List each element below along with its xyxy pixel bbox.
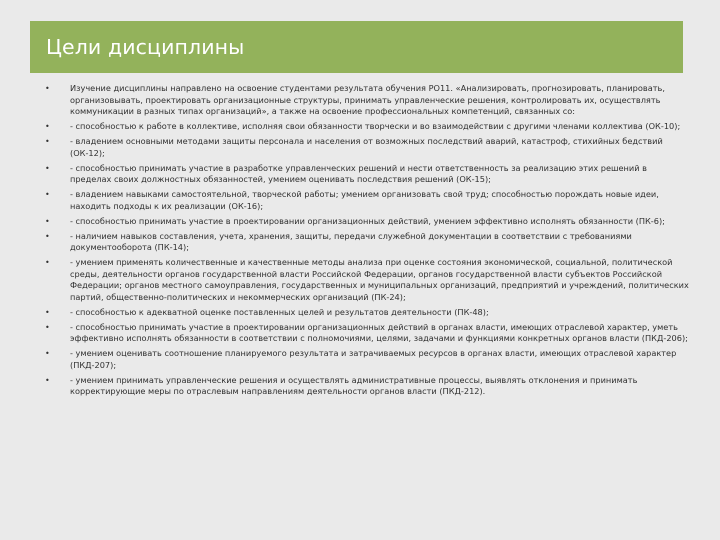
slide-title: Цели дисциплины bbox=[46, 35, 245, 59]
list-item-text: - способностью к адекватной оценке поставленных целей и результатов деятельности (ПК-48); bbox=[70, 306, 489, 317]
list-item-text: - способностью к работе в коллективе, исполняя свои обязанности творчески и во взаимодействии с другими членами коллектива (ОК-10); bbox=[70, 121, 681, 131]
list-item bbox=[45, 189, 690, 212]
bullet-icon: • bbox=[45, 258, 50, 267]
list-item-text: - умением принимать управленческие решения и осуществлять административные процессы, выявлять отклонения и принимать корректирующие меры по отраслевым направлениям деятельности органов власти (ПКД-212). bbox=[70, 374, 638, 396]
list-item bbox=[45, 136, 690, 159]
bullet-icon: • bbox=[45, 307, 50, 317]
list-item-text: - владением навыками самостоятельной, творческой работы; умением организовать свой труд; способностью порождать новые идеи, находить подходы к их реализации (ОК-16); bbox=[70, 189, 659, 211]
list-item bbox=[45, 307, 690, 319]
bullet-icon: • bbox=[45, 231, 50, 241]
list-item-text: - способностью принимать участие в проектировании организационных действий, умением эффективно исполнять обязанности (ПК-6); bbox=[70, 215, 665, 226]
list-item bbox=[45, 348, 690, 371]
bullet-icon: • bbox=[45, 375, 50, 385]
list-item bbox=[45, 216, 690, 228]
list-item bbox=[45, 257, 690, 303]
list-item bbox=[45, 375, 690, 398]
list-item-text: - способностью принимать участие в проектировании организационных действий в органах власти, имеющих отраслевой характер, уметь эффективно исполнять обязанности в соответствии с полномочиями, целями, задачами и функциями конкретных органов власти (ПКД-206); bbox=[70, 321, 688, 343]
list-item-text: - наличием навыков составления, учета, хранения, защиты, передачи служебной документации в соответствии с требованиями документооборота (ПК-14); bbox=[70, 230, 632, 252]
list-item bbox=[45, 83, 690, 118]
list-item-text: - умением применять количественные и качественные методы анализа при оценке состояния экономической, социальной, политической среды, деятельности органов государственной власти Российской Федерации, органов государственной власти субъектов Российской Федерации; органов местного самоуправления, государственных и муниципальных организаций, предприятий и учреждений, политических партий, общественно-политических и некоммерческих организаций (ПК-24); bbox=[70, 257, 689, 302]
bullet-icon: • bbox=[45, 322, 50, 332]
list-item bbox=[45, 322, 690, 345]
list-item-text: - способностью принимать участие в разработке управленческих решений и нести ответственность за реализацию этих решений в пределах своих должностных обязанностей, умением оценивать последствия решений (ОК-15); bbox=[70, 162, 647, 184]
bullet-icon: • bbox=[45, 84, 50, 93]
bullet-icon: • bbox=[45, 137, 50, 146]
list-item bbox=[45, 163, 690, 186]
bullet-icon: • bbox=[45, 163, 50, 173]
list-item-text: Изучение дисциплины направлено на освоение студентами результата обучения РО11. «Анализировать, прогнозировать, планировать, организовывать, проектировать организационные структуры, принимать управленческие решения, контролировать их, осуществлять коммуникации в разных типах организаций», а также на освоение профессиональных компетенций, связанных со: bbox=[70, 83, 665, 116]
bullet-icon: • bbox=[45, 216, 50, 226]
list-item-text: - владением основными методами защиты персонала и населения от возможных последствий аварий, катастроф, стихийных бедствий (ОК-12); bbox=[70, 136, 663, 158]
bullet-icon: • bbox=[45, 122, 50, 131]
list-item-text: - умением оценивать соотношение планируемого результата и затрачиваемых ресурсов в органах власти, имеющих отраслевой характер (ПКД-207); bbox=[70, 348, 677, 370]
bullet-icon: • bbox=[45, 190, 50, 199]
bullet-icon: • bbox=[45, 349, 50, 358]
list-item bbox=[45, 121, 690, 133]
list-item bbox=[45, 231, 690, 254]
bullet-list bbox=[45, 83, 690, 401]
title-bar bbox=[30, 21, 683, 73]
